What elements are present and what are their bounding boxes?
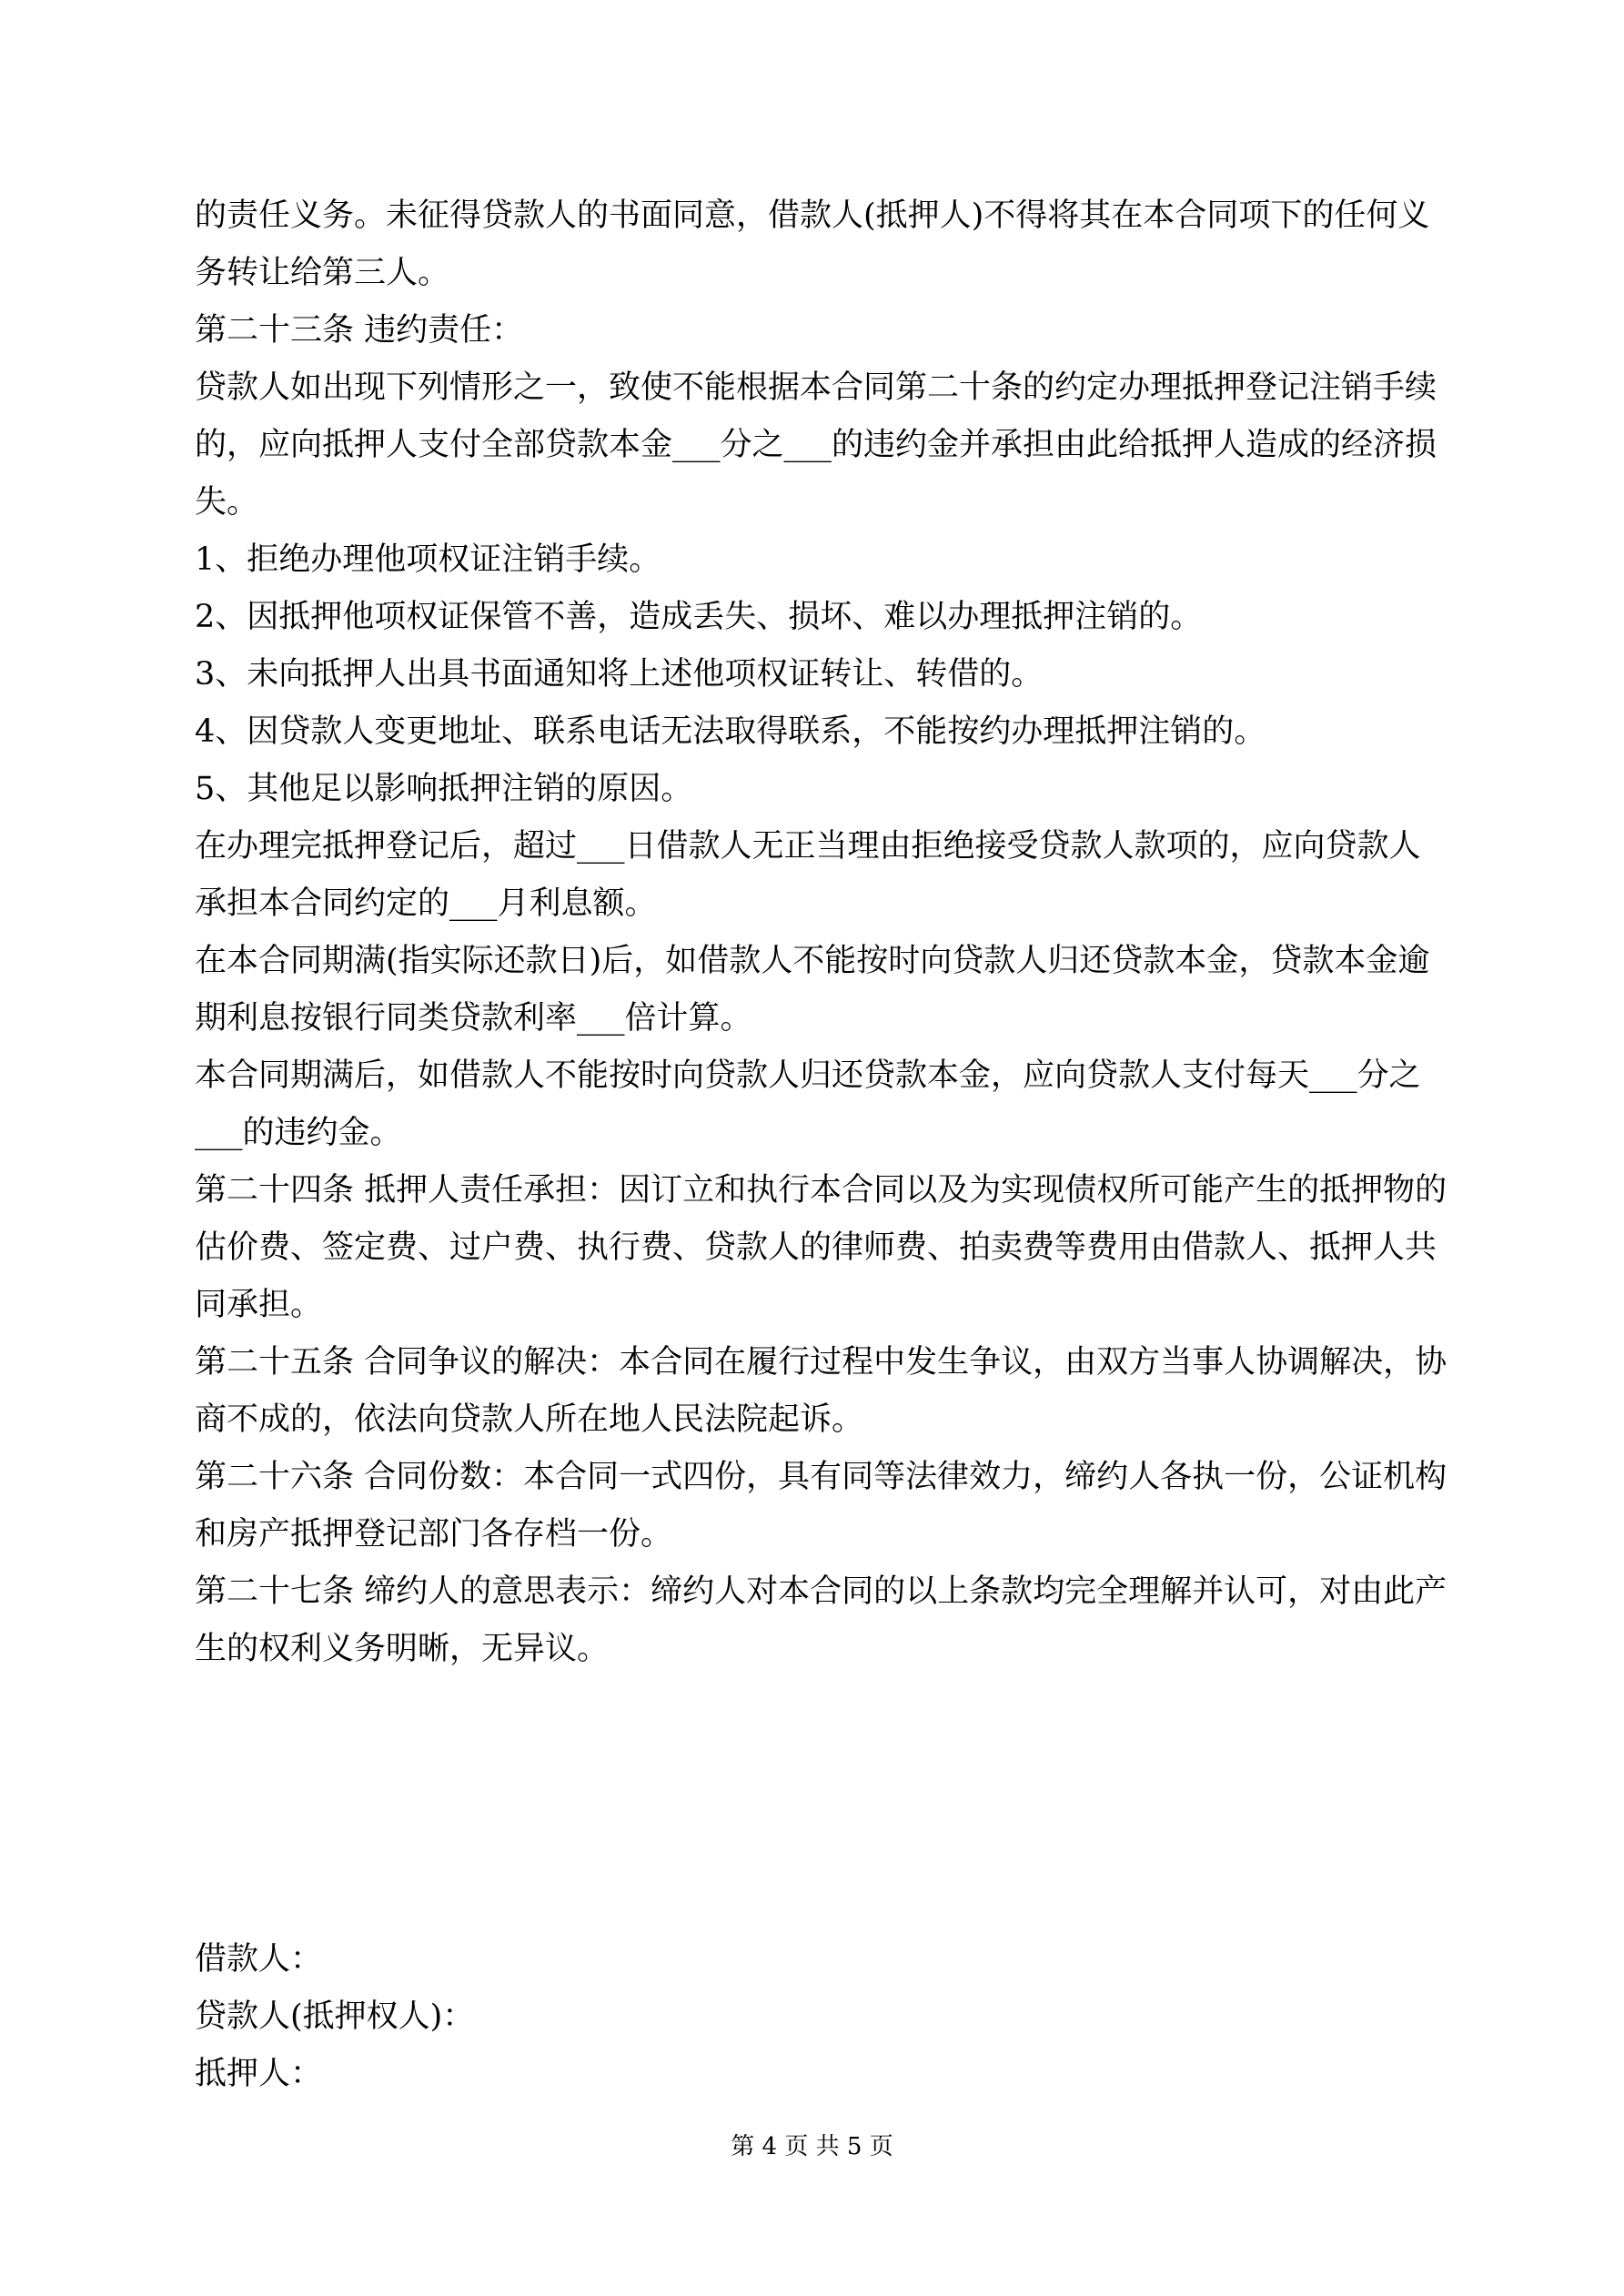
paragraph-daily-penalty: 本合同期满后，如借款人不能按时向贷款人归还贷款本金，应向贷款人支付每天___分之___的违约金。 <box>195 1057 1421 1151</box>
list-item-2: 2、因抵押他项权证保管不善，造成丢失、损坏、难以办理抵押注销的。 <box>195 599 1203 635</box>
paragraph-refusal-penalty: 在办理完抵押登记后，超过___日借款人无正当理由拒绝接受贷款人款项的，应向贷款人承担本合同约定的___月利息额。 <box>195 828 1421 922</box>
article-26: 第二十六条 合同份数：本合同一式四份，具有同等法律效力，缔约人各执一份，公证机构和房产抵押登记部门各存档一份。 <box>195 1459 1447 1553</box>
list-item-1: 1、拒绝办理他项权证注销手续。 <box>195 541 661 578</box>
signature-block <box>195 1931 474 2103</box>
list-item-3: 3、未向抵押人出具书面通知将上述他项权证转让、转借的。 <box>195 656 1044 693</box>
signature-lender: 贷款人(抵押权人)： <box>195 1998 475 2035</box>
article-23-heading: 第二十三条 违约责任： <box>195 312 524 349</box>
article-25: 第二十五条 合同争议的解决：本合同在履行过程中发生争议，由双方当事人协调解决，协商不成的，依法向贷款人所在地人民法院起诉。 <box>195 1344 1447 1438</box>
paragraph-lender-breach: 贷款人如出现下列情形之一，致使不能根据本合同第二十条的约定办理抵押登记注销手续的，应向抵押人支付全部贷款本金___分之___的违约金并承担由此给抵押人造成的经济损失。 <box>195 369 1437 521</box>
article-27: 第二十七条 缔约人的意思表示：缔约人对本合同的以上条款均完全理解并认可，对由此产生的权利义务明晰，无异议。 <box>195 1573 1447 1667</box>
signature-borrower: 借款人： <box>195 1941 323 1977</box>
paragraph-obligation-transfer: 的责任义务。未征得贷款人的书面同意，借款人(抵押人)不得将其在本合同项下的任何义务转让给第三人。 <box>195 197 1430 291</box>
list-item-5: 5、其他足以影响抵押注销的原因。 <box>195 771 693 807</box>
page-footer: 第 4 页 共 5 页 <box>731 2133 893 2160</box>
paragraph-overdue-interest: 在本合同期满(指实际还款日)后，如借款人不能按时向贷款人归还贷款本金，贷款本金逾期利息按银行同类贷款利率___倍计算。 <box>195 943 1430 1037</box>
document-body <box>195 187 1450 1678</box>
list-item-4: 4、因贷款人变更地址、联系电话无法取得联系，不能按约办理抵押注销的。 <box>195 713 1266 750</box>
article-24: 第二十四条 抵押人责任承担：因订立和执行本合同以及为实现债权所可能产生的抵押物的估价费、签定费、过户费、执行费、贷款人的律师费、拍卖费等费用由借款人、抵押人共同承担。 <box>195 1172 1447 1323</box>
signature-mortgagor: 抵押人： <box>195 2056 323 2092</box>
